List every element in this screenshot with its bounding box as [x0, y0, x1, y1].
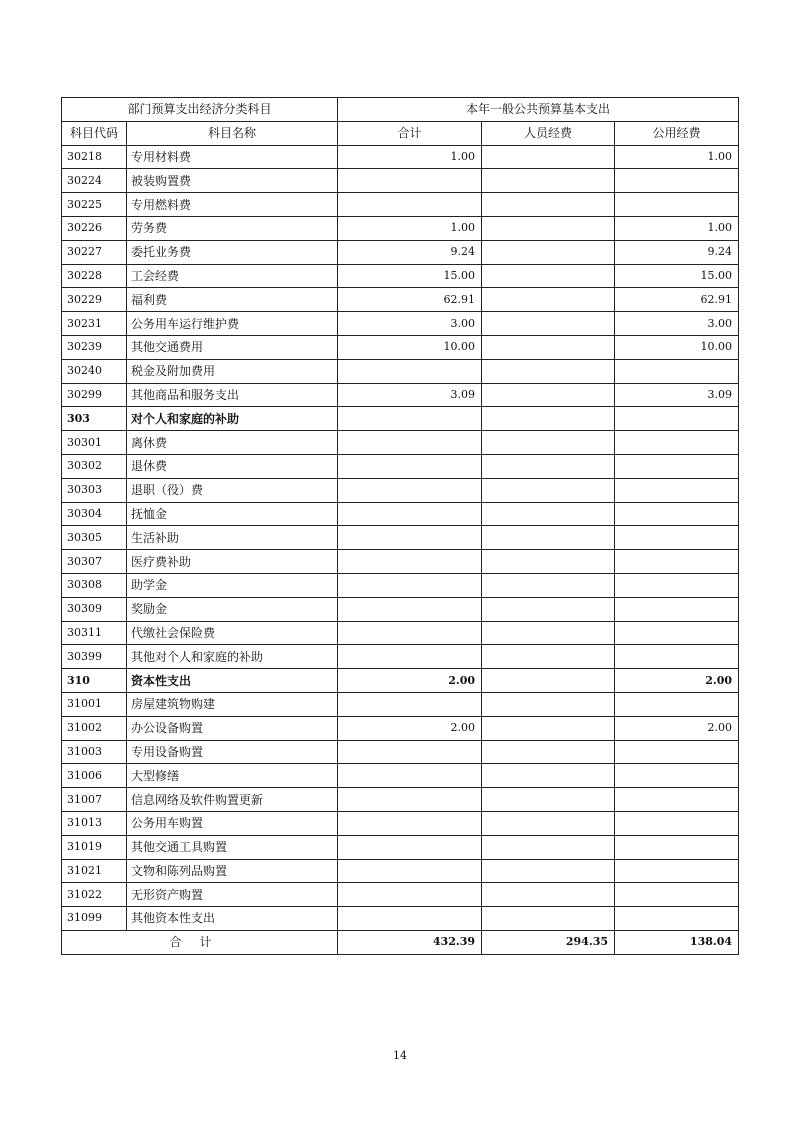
row-name: 生活补助	[127, 526, 338, 550]
row-total: 1.00	[338, 216, 482, 240]
row-name: 被装购置费	[127, 169, 338, 193]
row-code: 31006	[62, 764, 127, 788]
row-name: 其他交通工具购置	[127, 835, 338, 859]
row-personnel	[482, 883, 615, 907]
row-public: 1.00	[615, 145, 739, 169]
row-personnel	[482, 335, 615, 359]
table-row	[62, 312, 739, 336]
header-expenditure-group: 本年一般公共预算基本支出	[338, 98, 739, 122]
row-code: 31002	[62, 716, 127, 740]
row-total	[338, 645, 482, 669]
row-public	[615, 169, 739, 193]
row-name: 信息网络及软件购置更新	[127, 788, 338, 812]
row-code: 31019	[62, 835, 127, 859]
table-body	[62, 98, 739, 955]
row-personnel	[482, 407, 615, 431]
row-personnel	[482, 312, 615, 336]
table-row	[62, 169, 739, 193]
row-public	[615, 692, 739, 716]
row-personnel	[482, 645, 615, 669]
row-name: 无形资产购置	[127, 883, 338, 907]
table-row	[62, 669, 739, 693]
table-row	[62, 645, 739, 669]
row-name: 对个人和家庭的补助	[127, 407, 338, 431]
row-personnel	[482, 764, 615, 788]
row-name: 代缴社会保险费	[127, 621, 338, 645]
row-personnel	[482, 264, 615, 288]
table-row	[62, 907, 739, 931]
row-public	[615, 573, 739, 597]
row-public	[615, 478, 739, 502]
row-code: 30231	[62, 312, 127, 336]
row-name: 工会经费	[127, 264, 338, 288]
totals-row	[62, 930, 739, 954]
row-total	[338, 454, 482, 478]
row-total	[338, 478, 482, 502]
row-personnel	[482, 526, 615, 550]
table-row	[62, 502, 739, 526]
row-public	[615, 454, 739, 478]
row-name: 文物和陈列品购置	[127, 859, 338, 883]
row-code: 30228	[62, 264, 127, 288]
row-personnel	[482, 740, 615, 764]
row-personnel	[482, 550, 615, 574]
row-name: 办公设备购置	[127, 716, 338, 740]
table-row	[62, 454, 739, 478]
totals-public: 138.04	[615, 930, 739, 954]
row-public: 3.00	[615, 312, 739, 336]
row-code: 30226	[62, 216, 127, 240]
row-personnel	[482, 240, 615, 264]
row-public	[615, 883, 739, 907]
row-total: 3.00	[338, 312, 482, 336]
row-code: 30305	[62, 526, 127, 550]
row-personnel	[482, 359, 615, 383]
row-personnel	[482, 573, 615, 597]
table-row	[62, 526, 739, 550]
header-group-row	[62, 98, 739, 122]
row-name: 退休费	[127, 454, 338, 478]
row-code: 30240	[62, 359, 127, 383]
row-total	[338, 550, 482, 574]
row-total	[338, 740, 482, 764]
row-code: 31003	[62, 740, 127, 764]
row-public	[615, 835, 739, 859]
row-personnel	[482, 907, 615, 931]
table-row	[62, 478, 739, 502]
row-public	[615, 740, 739, 764]
row-public	[615, 407, 739, 431]
row-code: 30224	[62, 169, 127, 193]
table-row	[62, 859, 739, 883]
row-name: 大型修缮	[127, 764, 338, 788]
row-name: 助学金	[127, 573, 338, 597]
row-total: 1.00	[338, 145, 482, 169]
row-personnel	[482, 788, 615, 812]
row-name: 专用材料费	[127, 145, 338, 169]
row-total	[338, 859, 482, 883]
row-public: 2.00	[615, 716, 739, 740]
row-code: 30227	[62, 240, 127, 264]
table-row	[62, 383, 739, 407]
row-public	[615, 502, 739, 526]
row-name: 专用燃料费	[127, 193, 338, 217]
row-name: 医疗费补助	[127, 550, 338, 574]
row-code: 31007	[62, 788, 127, 812]
row-code: 30309	[62, 597, 127, 621]
table-row	[62, 550, 739, 574]
table-row	[62, 335, 739, 359]
row-code: 31022	[62, 883, 127, 907]
row-code: 30302	[62, 454, 127, 478]
row-public	[615, 526, 739, 550]
row-total	[338, 526, 482, 550]
row-personnel	[482, 669, 615, 693]
row-total: 2.00	[338, 716, 482, 740]
totals-personnel: 294.35	[482, 930, 615, 954]
table-row	[62, 288, 739, 312]
row-personnel	[482, 383, 615, 407]
row-personnel	[482, 145, 615, 169]
row-code: 31021	[62, 859, 127, 883]
header-public: 公用经费	[615, 121, 739, 145]
row-public	[615, 621, 739, 645]
row-public	[615, 597, 739, 621]
row-code: 30308	[62, 573, 127, 597]
row-total	[338, 835, 482, 859]
table-row	[62, 264, 739, 288]
row-code: 31013	[62, 811, 127, 835]
totals-label: 合计	[62, 930, 338, 954]
row-public	[615, 645, 739, 669]
row-personnel	[482, 692, 615, 716]
row-personnel	[482, 835, 615, 859]
budget-expenditure-table	[61, 97, 739, 955]
row-public	[615, 359, 739, 383]
row-personnel	[482, 621, 615, 645]
table-row	[62, 216, 739, 240]
table-row	[62, 240, 739, 264]
row-name: 离休费	[127, 431, 338, 455]
row-total	[338, 764, 482, 788]
row-personnel	[482, 288, 615, 312]
table-row	[62, 621, 739, 645]
row-public: 9.24	[615, 240, 739, 264]
row-name: 退职（役）费	[127, 478, 338, 502]
row-code: 30399	[62, 645, 127, 669]
row-name: 专用设备购置	[127, 740, 338, 764]
row-total	[338, 883, 482, 907]
row-total	[338, 692, 482, 716]
row-code: 30311	[62, 621, 127, 645]
row-name: 公务用车运行维护费	[127, 312, 338, 336]
row-personnel	[482, 502, 615, 526]
row-name: 税金及附加费用	[127, 359, 338, 383]
row-public: 1.00	[615, 216, 739, 240]
table-row	[62, 692, 739, 716]
row-code: 30303	[62, 478, 127, 502]
row-name: 委托业务费	[127, 240, 338, 264]
row-personnel	[482, 811, 615, 835]
row-code: 303	[62, 407, 127, 431]
row-code: 30239	[62, 335, 127, 359]
row-total	[338, 597, 482, 621]
row-public	[615, 193, 739, 217]
row-total	[338, 359, 482, 383]
row-code: 30307	[62, 550, 127, 574]
row-total: 62.91	[338, 288, 482, 312]
table-row	[62, 716, 739, 740]
row-name: 其他商品和服务支出	[127, 383, 338, 407]
row-total	[338, 573, 482, 597]
row-name: 其他交通费用	[127, 335, 338, 359]
row-public	[615, 788, 739, 812]
row-personnel	[482, 431, 615, 455]
row-total	[338, 407, 482, 431]
header-name: 科目名称	[127, 121, 338, 145]
row-total	[338, 169, 482, 193]
table-row	[62, 597, 739, 621]
row-personnel	[482, 454, 615, 478]
row-total: 3.09	[338, 383, 482, 407]
header-total: 合计	[338, 121, 482, 145]
row-name: 抚恤金	[127, 502, 338, 526]
row-name: 公务用车购置	[127, 811, 338, 835]
row-public	[615, 764, 739, 788]
row-public	[615, 907, 739, 931]
table-row	[62, 573, 739, 597]
table-row	[62, 193, 739, 217]
row-public	[615, 859, 739, 883]
row-name: 其他对个人和家庭的补助	[127, 645, 338, 669]
row-public: 15.00	[615, 264, 739, 288]
row-personnel	[482, 716, 615, 740]
header-code: 科目代码	[62, 121, 127, 145]
row-public	[615, 431, 739, 455]
row-public	[615, 811, 739, 835]
row-personnel	[482, 859, 615, 883]
row-code: 31099	[62, 907, 127, 931]
row-name: 其他资本性支出	[127, 907, 338, 931]
table-row	[62, 835, 739, 859]
row-total	[338, 193, 482, 217]
row-total	[338, 502, 482, 526]
row-code: 30301	[62, 431, 127, 455]
row-personnel	[482, 597, 615, 621]
table-row	[62, 811, 739, 835]
row-public: 10.00	[615, 335, 739, 359]
page-number: 14	[393, 1049, 407, 1062]
totals-total: 432.39	[338, 930, 482, 954]
row-code: 310	[62, 669, 127, 693]
row-total: 15.00	[338, 264, 482, 288]
row-total	[338, 431, 482, 455]
row-code: 30229	[62, 288, 127, 312]
row-total: 2.00	[338, 669, 482, 693]
row-total	[338, 811, 482, 835]
row-personnel	[482, 169, 615, 193]
row-personnel	[482, 193, 615, 217]
row-code: 30218	[62, 145, 127, 169]
header-personnel: 人员经费	[482, 121, 615, 145]
table-row	[62, 407, 739, 431]
row-name: 资本性支出	[127, 669, 338, 693]
row-total	[338, 907, 482, 931]
row-total: 10.00	[338, 335, 482, 359]
table-row	[62, 359, 739, 383]
header-columns-row	[62, 121, 739, 145]
row-total: 9.24	[338, 240, 482, 264]
row-name: 房屋建筑物购建	[127, 692, 338, 716]
table-row	[62, 788, 739, 812]
row-personnel	[482, 216, 615, 240]
row-code: 30299	[62, 383, 127, 407]
table-row	[62, 883, 739, 907]
table-row	[62, 145, 739, 169]
row-name: 福利费	[127, 288, 338, 312]
table-row	[62, 431, 739, 455]
row-total	[338, 788, 482, 812]
row-name: 奖励金	[127, 597, 338, 621]
row-public: 2.00	[615, 669, 739, 693]
row-public: 3.09	[615, 383, 739, 407]
row-personnel	[482, 478, 615, 502]
row-code: 31001	[62, 692, 127, 716]
row-public: 62.91	[615, 288, 739, 312]
row-code: 30304	[62, 502, 127, 526]
row-name: 劳务费	[127, 216, 338, 240]
table-row	[62, 740, 739, 764]
row-code: 30225	[62, 193, 127, 217]
table-row	[62, 764, 739, 788]
row-public	[615, 550, 739, 574]
row-total	[338, 621, 482, 645]
header-category-group: 部门预算支出经济分类科目	[62, 98, 338, 122]
